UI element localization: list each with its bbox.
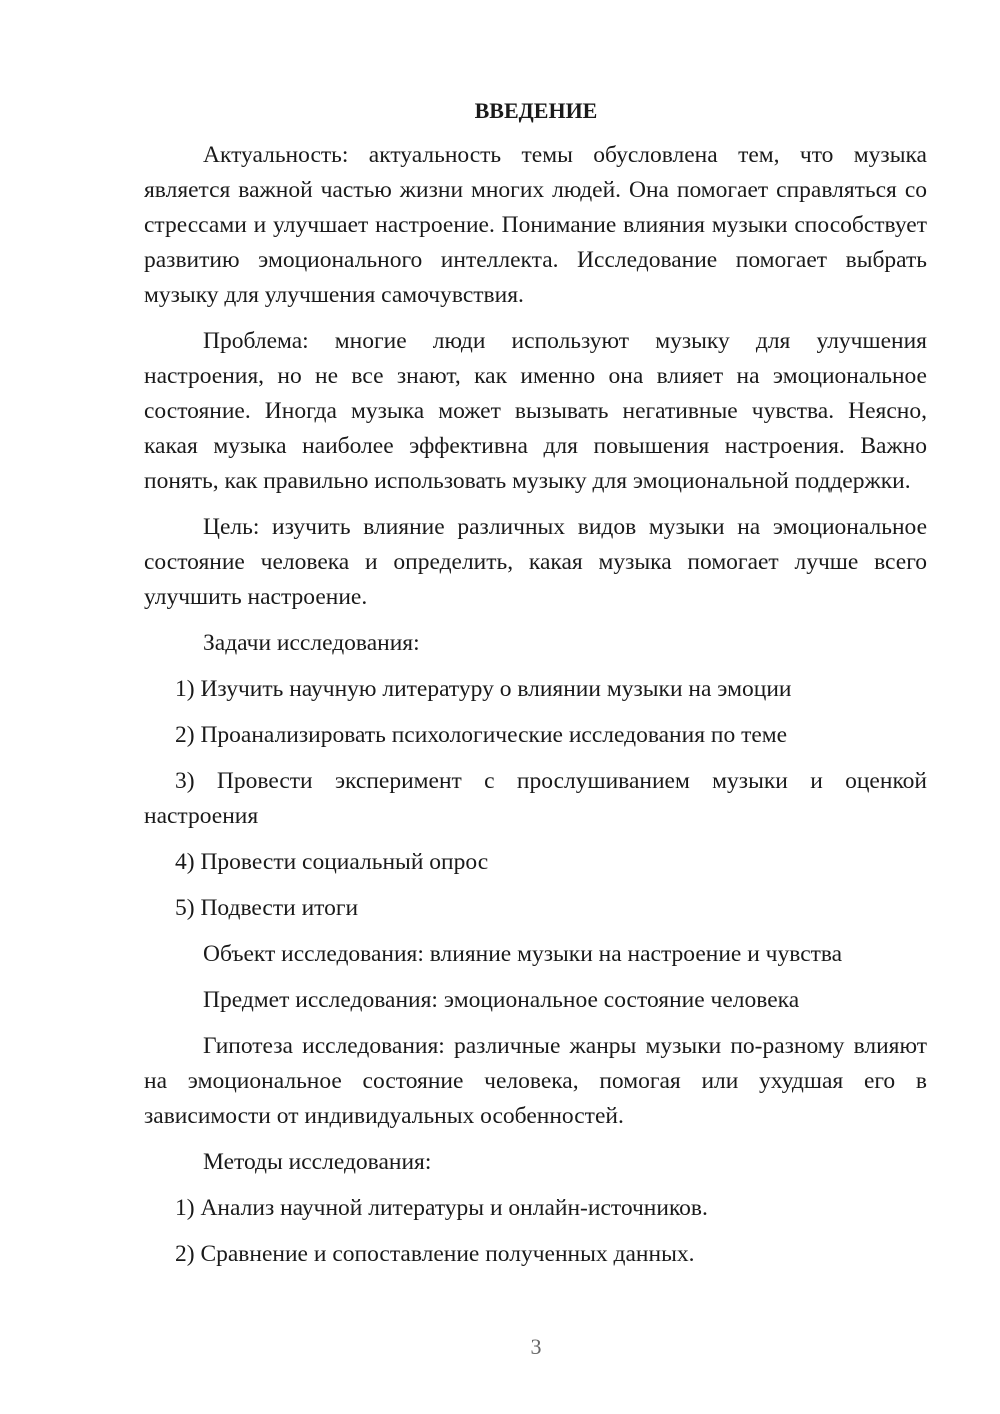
task-item: 1) Изучить научную литературу о влиянии музыки на эмоции — [175, 676, 792, 702]
tasks-title: Задачи исследования: — [203, 630, 420, 656]
task-item: 2) Проанализировать психологические исследования по теме — [175, 722, 788, 748]
relevance-paragraph: Актуальность: актуальность темы обусловлена тем, что музыка является важной частью жизни многих людей. Она помогает справляться со стрессами и улучшает настроение. Понимание влияния музыки способствует развитию эмоционального интеллекта. Исследование помогает выбрать музыку для улучшения самочувствия. — [144, 142, 927, 308]
hypothesis-paragraph: Гипотеза исследования: различные жанры музыки по-разному влияют на эмоциональное состояние человека, помогая или ухудшая его в зависимости от индивидуальных особенностей. — [144, 1033, 927, 1129]
problem-paragraph: Проблема: многие люди используют музыку для улучшения настроения, но не все знают, как именно она влияет на эмоциональное состояние. Иногда музыка может вызывать негативные чувства. Неясно, какая музыка наиболее эффективна для повышения настроения. Важно понять, как правильно использовать музыку для эмоциональной поддержки. — [144, 328, 927, 494]
page-number: 3 — [530, 1334, 542, 1359]
methods-title: Методы исследования: — [203, 1149, 432, 1175]
object-paragraph: Объект исследования: влияние музыки на настроение и чувства — [203, 941, 843, 967]
method-item: 1) Анализ научной литературы и онлайн-источников. — [175, 1195, 708, 1221]
goal-paragraph: Цель: изучить влияние различных видов музыки на эмоциональное состояние человека и определить, какая музыка помогает лучше всего улучшить настроение. — [144, 514, 927, 610]
task-item: 3) Провести эксперимент с прослушиванием музыки и оценкой настроения — [144, 768, 927, 829]
method-item: 2) Сравнение и сопоставление полученных данных. — [175, 1241, 695, 1267]
task-item: 4) Провести социальный опрос — [175, 849, 489, 875]
page-heading: ВВЕДЕНИЕ — [474, 98, 598, 123]
task-item: 5) Подвести итоги — [175, 895, 359, 921]
page-body — [144, 93, 927, 1283]
subject-paragraph: Предмет исследования: эмоциональное состояние человека — [203, 987, 800, 1013]
